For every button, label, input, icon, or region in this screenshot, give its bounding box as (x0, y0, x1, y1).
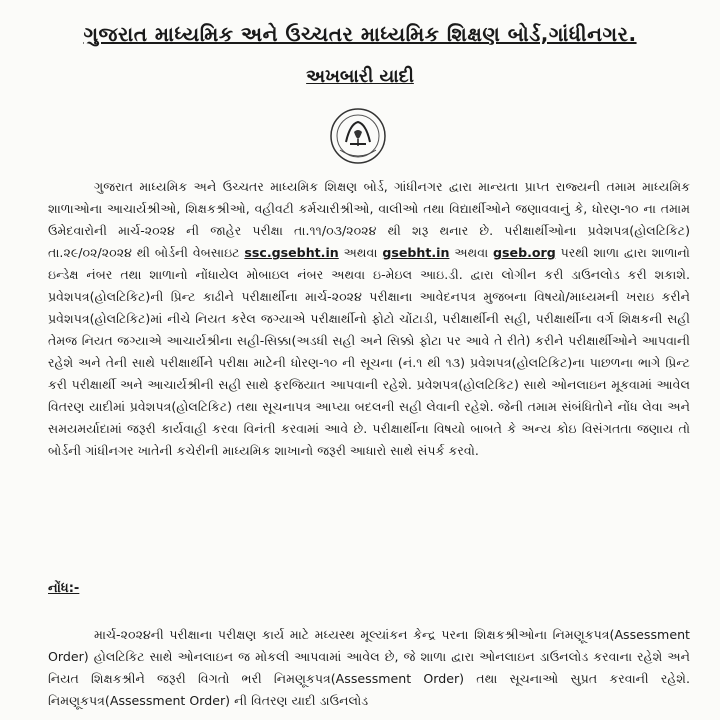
main-paragraph-part1: ગુજરાત માધ્યમિક અને ઉચ્ચતર માધ્યમિક શિક્ષણ બોર્ડ, ગાંધીનગર દ્વારા માન્યતા પ્રાપ્ત રાજ્યની તમામ માધ્યમિક શાળાઓના આચાર્યશ્રીઓ, શિક્ષકશ્રીઓ, વહીવટી કર્મચારીશ્રીઓ, વાલીઓ તથા વિદ્યાર્થીઓને જણાવવાનું કે, ધોરણ-૧૦ ના તમામ ઉમેદવારોની માર્ચ-૨૦૨૪ ની જાહેર પરીક્ષા તા.૧૧/૦૩/૨૦૨૪ થી શરૂ થનાર છે. પરીક્ષાર્થીઓના પ્રવેશપત્ર(હોલટિકિટ) તા.૨૯/૦૨/૨૦૨૪ થી બોર્ડની વેબસાઇટ (48, 179, 690, 260)
gseb-seal-icon (326, 106, 390, 166)
website-link-gseb[interactable]: gseb.org (493, 245, 556, 260)
board-title: ગુજરાત માધ્યમિક અને ઉચ્ચતર માધ્યમિક શિક્ષણ બોર્ડ,ગાંધીનગર. (83, 22, 637, 46)
main-paragraph (48, 176, 690, 462)
website-link-ssc[interactable]: ssc.gsebht.in (244, 245, 339, 260)
or-text-1: અથવા (343, 245, 378, 260)
press-release-heading: અખબારી યાદી (306, 66, 414, 87)
or-text-2: અથવા (454, 245, 489, 260)
note-paragraph: માર્ચ-૨૦૨૪ની પરીક્ષાના પરીક્ષણ કાર્ય માટે મધ્યસ્થ મૂલ્યાંકન કેન્દ્ર પરના શિક્ષકશ્રીઓના નિમણૂકપત્ર(Assessment Order) હોલટિકિટ સાથે ઓનલાઇન જ મોકલી આપવામાં આવેલ છે, જે શાળા દ્વારા ઓનલાઇન ડાઉનલોડ કરવાના રહેશે અને નિયત શિક્ષકશ્રીને જરૂરી વિગતો ભરી નિમણૂકપત્ર(Assessment Order) તથા સૂચનાઓ સુપ્રત કરવાની રહેશે. નિમણૂકપત્ર(Assessment Order) ની વિતરણ યાદી ડાઉનલોડ (48, 627, 690, 708)
note-label: નોંધ:- (48, 581, 80, 596)
website-link-gsebht[interactable]: gsebht.in (382, 245, 450, 260)
main-paragraph-part2: પરથી શાળા દ્વારા શાળાનો ઇન્ડેક્ષ નંબર તથા શાળાનો નોંધાયેલ મોબાઇલ નંબર અથવા ઇ-મેઇલ આઇ.ડી. દ્વારા લોગીન કરી ડાઉનલોડ કરી શકાશે. પ્રવેશપત્ર(હોલટિકિટ)ની પ્રિન્ટ કાઢીને પરીક્ષાર્થીના માર્ચ-૨૦૨૪ પરીક્ષાના આવેદનપત્ર મુજબના વિષયો/માધ્યમની ખરાઇ કરીને પ્રવેશપત્ર(હોલટિકિટ)માં નીચે નિયત કરેલ જગ્યાએ પરીક્ષાર્થીનો ફોટો ચોંટાડી, પરીક્ષાર્થીની સહી, પરીક્ષાર્થીના વર્ગ શિક્ષકની સહી તેમજ નિયત જગ્યાએ આચાર્યશ્રીના સહી-સિક્કા(અડધી સહી અને સિક્કો ફોટા પર આવે તે રીતે) કરીને પરીક્ષાર્થીઓને આપવાની રહેશે અને તેની સાથે પરીક્ષાર્થીને પરીક્ષા માટેની ધોરણ-૧૦ ની સૂચના (નં.૧ થી ૧૩) પ્રવેશપત્ર(હોલટિકિટ)ના પાછળના ભાગે પ્રિન્ટ કરી પરીક્ષાર્થી અને આચાર્યશ્રીની સહી સાથે ફરજિયાત આપવાની રહેશે. પ્રવેશપત્ર(હોલટિકિટ) સાથે ઓનલાઇન મૂકવામાં આવેલ વિતરણ યાદીમાં પ્રવેશપત્ર(હોલટિકિટ) તથા સૂચનાપત્ર આપ્યા બદલની સહી લેવાની રહેશે. જેની તમામ સંબંધિતોને નોંધ લેવા અને સમયમર્યાદામાં જરૂરી કાર્યવાહી કરવા વિનંતી કરવામાં આવે છે. પરીક્ષાર્થીના વિષયો બાબતે કે અન્ય કોઇ વિસંગતતા જણાય તો બોર્ડની ગાંધીનગર ખાતેની કચેરીની માધ્યમિક શાખાનો જરૂરી આધારો સાથે સંપર્ક કરવો. (48, 245, 690, 458)
